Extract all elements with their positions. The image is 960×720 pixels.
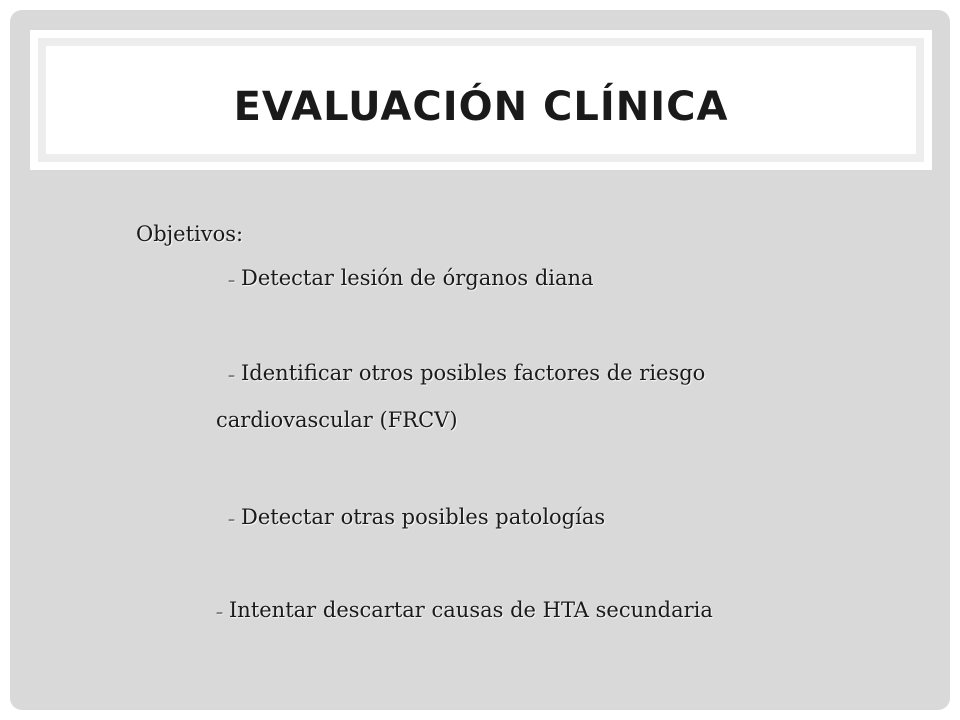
- slide: [10, 10, 950, 710]
- bullet-continuation: cardiovascular (FRCV): [216, 408, 458, 432]
- bullet-text: Identificar otros posibles factores de riesgo: [241, 361, 706, 385]
- slide-title: EVALUACIÓN CLÍNICA: [233, 84, 729, 130]
- bullet-dash: –: [228, 368, 235, 384]
- bullet-text: Intentar descartar causas de HTA secundaria: [229, 598, 713, 622]
- bullet-dash: –: [216, 605, 223, 621]
- bullet-text: Detectar otras posibles patologías: [241, 505, 606, 529]
- bullet-dash: –: [228, 273, 235, 289]
- bullet-text: Detectar lesión de órganos diana: [241, 266, 594, 290]
- slide-body: [10, 10, 950, 710]
- bullet-item: [228, 505, 605, 529]
- bullet-dash: –: [228, 512, 235, 528]
- bullet-item: [228, 266, 594, 290]
- bullet-item: [216, 598, 713, 622]
- objectives-heading: Objetivos:: [136, 222, 244, 246]
- bullet-item: [228, 361, 705, 385]
